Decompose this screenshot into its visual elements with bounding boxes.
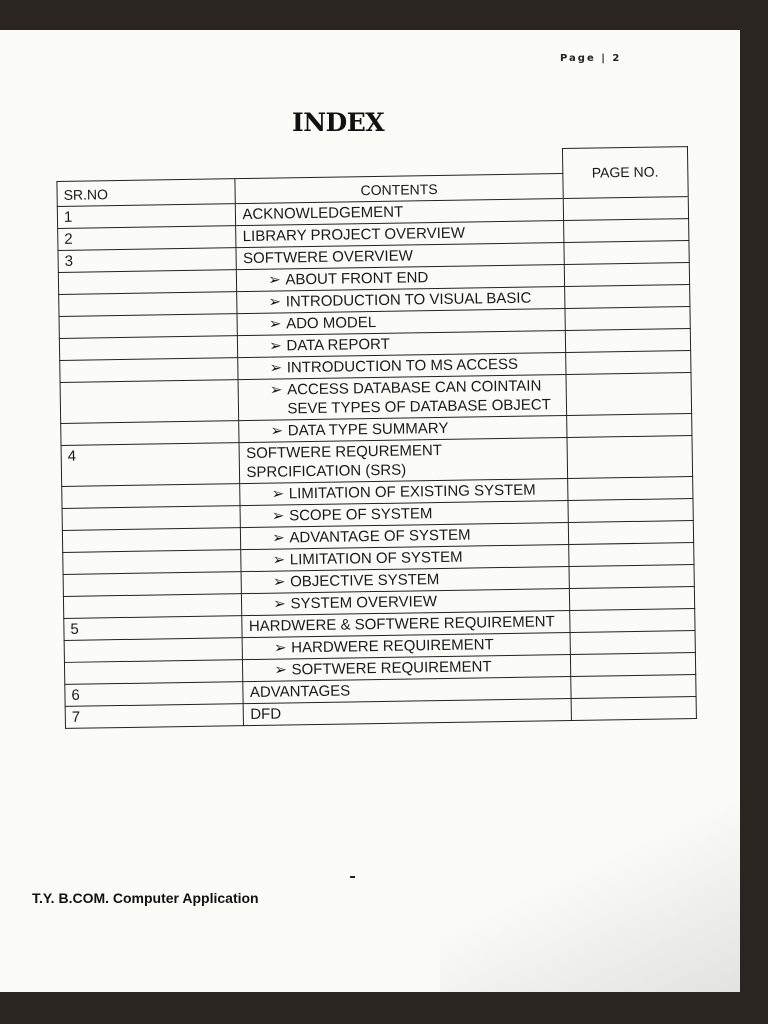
sr-no-cell	[59, 335, 238, 360]
arrow-bullet-icon: ➢	[269, 380, 283, 399]
arrow-bullet-icon: ➢	[268, 314, 282, 333]
sr-no-cell: 6	[65, 681, 244, 706]
arrow-bullet-icon: ➢	[274, 660, 287, 679]
page-no-cell	[570, 674, 696, 698]
page-title: INDEX	[292, 108, 385, 137]
sub-item-label: ABOUT FRONT END	[285, 268, 429, 288]
contents-cell	[238, 374, 566, 420]
page-no-cell	[569, 564, 695, 588]
sr-no-cell	[60, 379, 239, 423]
page-no-cell	[567, 476, 693, 500]
section-label: LIBRARY PROJECT OVERVIEW	[242, 224, 466, 245]
sub-item-label: DATA REPORT	[286, 335, 390, 354]
sr-no-cell	[61, 420, 240, 445]
arrow-bullet-icon: ➢	[272, 528, 285, 547]
sr-no-cell	[62, 527, 241, 552]
sr-no-cell	[64, 659, 243, 684]
header-sr-no: SR.NO	[57, 178, 236, 206]
page-no-cell	[568, 520, 694, 544]
sr-no-cell: 2	[58, 225, 237, 250]
index-table	[56, 146, 697, 728]
sub-item-label: SCOPE OF SYSTEM	[288, 504, 433, 524]
page-no-cell	[569, 586, 695, 610]
sr-no-cell	[59, 313, 238, 338]
section-label: ADVANTAGES	[249, 681, 351, 701]
page-no-cell	[564, 240, 690, 264]
sub-item	[245, 376, 560, 419]
page-no-cell	[568, 542, 694, 566]
sub-item-label: ACCESS DATABASE CAN COINTAIN SEVE TYPES OF DATABASE OBJECT	[287, 376, 551, 417]
arrow-bullet-icon: ➢	[270, 421, 284, 440]
section-label: ACKNOWLEDGEMENT	[242, 203, 404, 223]
footer-text: T.Y. B.COM. Computer Application	[32, 890, 259, 906]
sr-no-cell	[60, 357, 239, 382]
sr-no-cell	[63, 593, 242, 618]
sr-no-cell: 1	[57, 203, 236, 228]
arrow-bullet-icon: ➢	[272, 572, 286, 591]
page-no-cell	[563, 218, 689, 242]
arrow-bullet-icon: ➢	[268, 292, 282, 311]
sub-item-label: LIMITATION OF EXISTING SYSTEM	[288, 481, 536, 502]
sub-item-label: DATA TYPE SUMMARY	[287, 419, 449, 439]
sr-no-cell	[62, 483, 241, 508]
index-table-body	[57, 196, 696, 728]
contents-cell	[244, 698, 571, 725]
page-no-cell	[568, 498, 694, 522]
sub-item-label: OBJECTIVE SYSTEM	[290, 570, 440, 590]
sr-no-cell: 5	[64, 615, 243, 640]
sr-no-cell: 4	[61, 442, 240, 486]
sub-item-label: INTRODUCTION TO VISUAL BASIC	[285, 289, 532, 310]
sr-no-cell	[58, 269, 237, 294]
arrow-bullet-icon: ➢	[267, 270, 281, 289]
divider-mark	[350, 876, 355, 878]
page-no-cell	[565, 350, 691, 374]
sub-item-label: INTRODUCTION TO MS ACCESS	[286, 355, 519, 376]
contents-cell	[239, 437, 567, 483]
sub-item-label: HARDWERE REQUIREMENT	[291, 635, 494, 656]
arrow-bullet-icon: ➢	[273, 594, 286, 613]
page-no-cell	[571, 696, 697, 720]
page-no-cell	[564, 284, 690, 308]
header-spacer	[57, 154, 236, 181]
page-no-cell	[565, 306, 691, 330]
page-no-cell	[566, 413, 692, 437]
arrow-bullet-icon: ➢	[271, 484, 285, 503]
page-shadow	[440, 792, 740, 992]
header-contents: CONTENTS	[235, 173, 563, 203]
sub-item-label: SOFTWERE REQUIREMENT	[291, 657, 492, 678]
arrow-bullet-icon: ➢	[271, 506, 285, 525]
page-no-cell	[564, 262, 690, 286]
sub-item-label: ADVANTAGE OF SYSTEM	[289, 526, 471, 546]
arrow-bullet-icon: ➢	[269, 358, 283, 377]
sr-no-cell: 3	[58, 247, 237, 272]
sr-no-cell	[62, 505, 241, 530]
header-page-no: PAGE NO.	[562, 147, 688, 198]
sub-item-label: SYSTEM OVERVIEW	[290, 592, 438, 612]
sr-no-cell	[63, 549, 242, 574]
page-no-cell	[569, 608, 695, 632]
arrow-bullet-icon: ➢	[273, 638, 287, 657]
section-label: SOFTWERE OVERVIEW	[242, 246, 413, 267]
arrow-bullet-icon: ➢	[272, 550, 286, 569]
page-no-cell	[566, 372, 692, 415]
section-label: HARDWERE & SOFTWERE REQUIREMENT	[248, 612, 555, 635]
sub-item-label: ADO MODEL	[285, 313, 377, 332]
page-no-cell	[570, 630, 696, 654]
sr-no-cell	[64, 637, 243, 662]
page-no-cell	[565, 328, 691, 352]
page-no-cell	[567, 435, 693, 478]
sr-no-cell: 7	[65, 703, 244, 728]
page-number: Page | 2	[560, 53, 622, 64]
section-label: DFD	[250, 705, 282, 723]
section-label: SOFTWERE REQUREMENT SPRCIFICATION (SRS)	[246, 441, 442, 481]
sub-item-label: LIMITATION OF SYSTEM	[289, 548, 463, 568]
sr-no-cell	[59, 291, 238, 316]
page-no-cell	[570, 652, 696, 676]
arrow-bullet-icon: ➢	[269, 336, 282, 355]
page-no-cell	[563, 196, 689, 220]
sr-no-cell	[63, 571, 242, 596]
